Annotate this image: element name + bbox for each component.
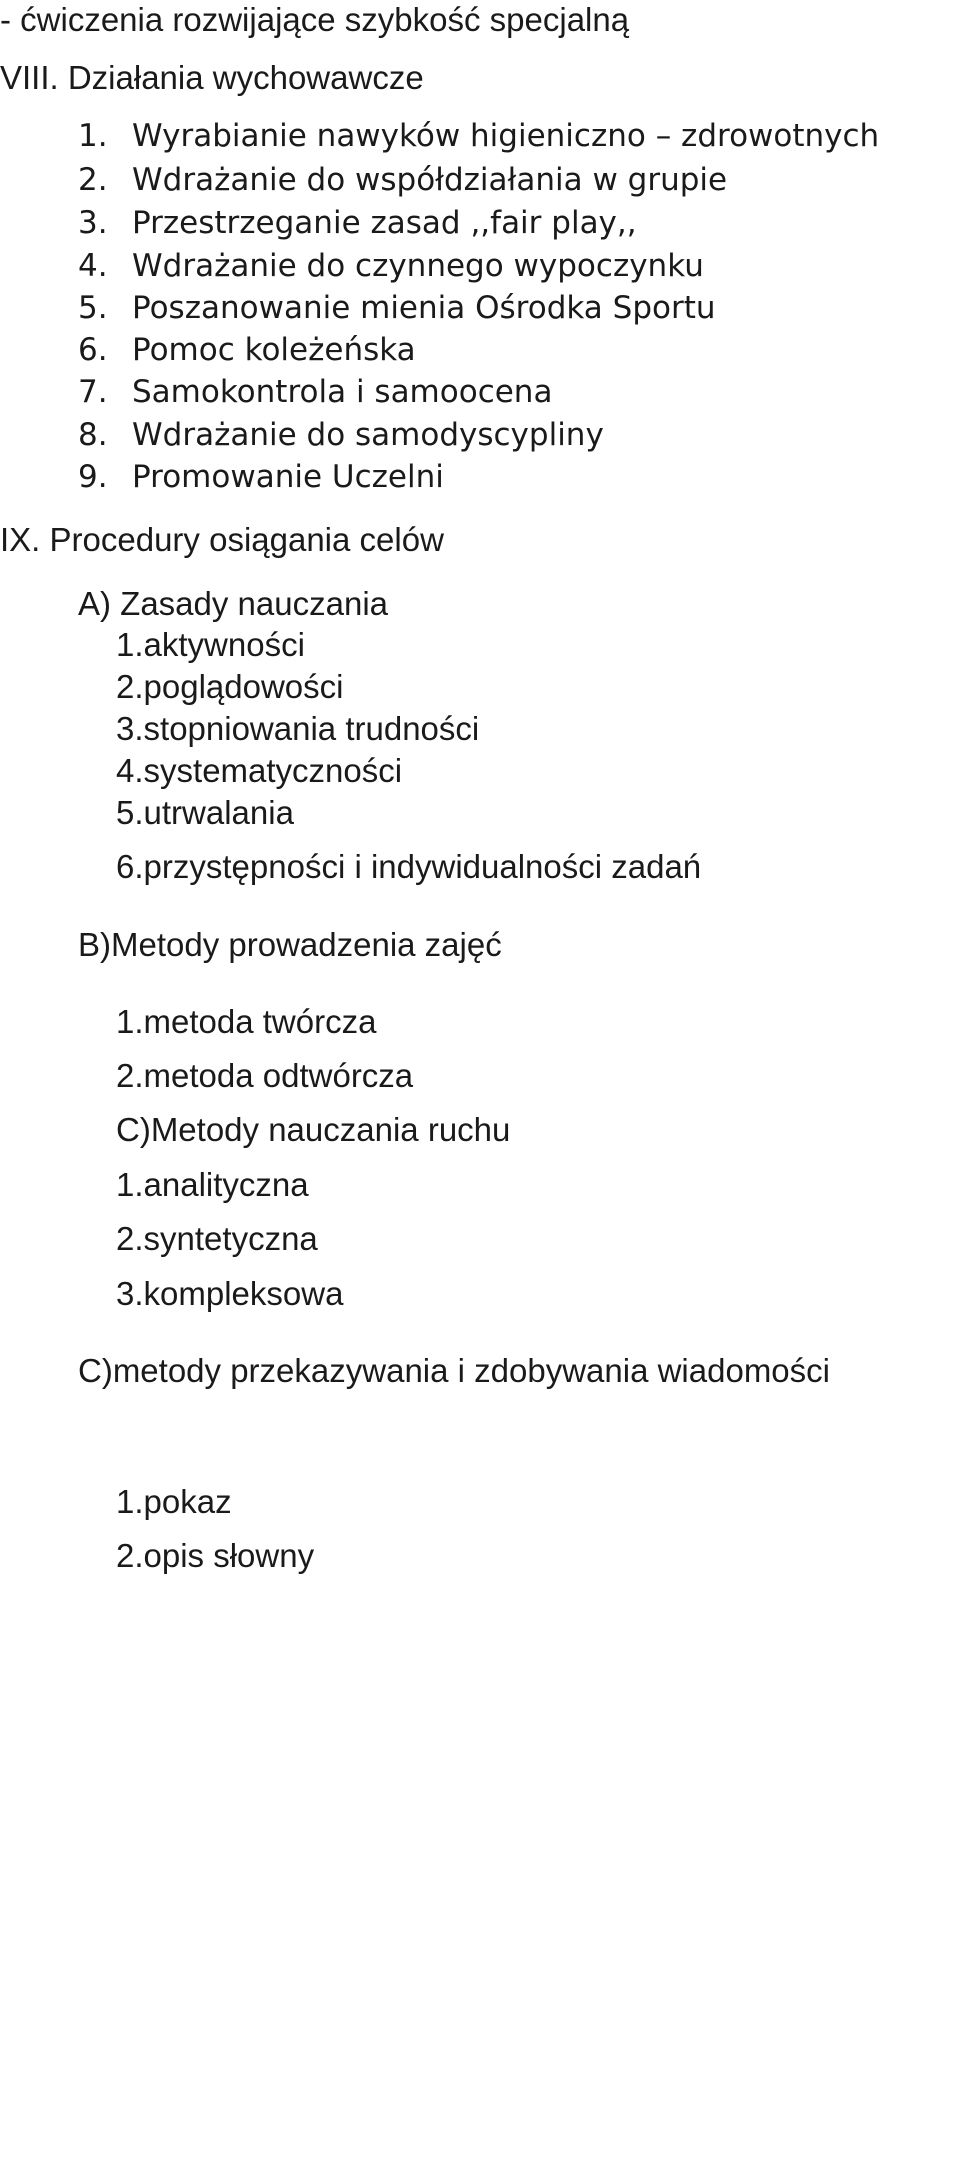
list-item	[78, 290, 716, 326]
list-item	[78, 417, 604, 453]
list-item-number: 7.	[78, 374, 108, 410]
list-item-text: Poszanowanie mienia Ośrodka Sportu	[132, 290, 716, 326]
list-item: 2.syntetyczna	[116, 1220, 318, 1257]
list-item: 5.utrwalania	[116, 794, 294, 831]
section-viii-heading: VIII. Działania wychowawcze	[0, 59, 424, 96]
list-item-number: 9.	[78, 459, 108, 495]
intro-line: - ćwiczenia rozwijające szybkość specjalną	[0, 1, 630, 38]
list-item	[78, 332, 416, 368]
subsection-a-heading: A) Zasady nauczania	[78, 585, 389, 622]
list-item: 1.aktywności	[116, 626, 305, 663]
subsection-c-heading: C)Metody nauczania ruchu	[116, 1111, 511, 1148]
list-item-text: Wdrażanie do czynnego wypoczynku	[132, 248, 704, 284]
subsection-b-heading: B)Metody prowadzenia zajęć	[78, 926, 502, 963]
list-item-number: 1.	[78, 118, 108, 154]
list-item	[78, 459, 444, 495]
list-item-text: Przestrzeganie zasad ,,fair play,,	[132, 205, 637, 241]
list-item-text: Promowanie Uczelni	[132, 459, 444, 495]
list-item-text: Pomoc koleżeńska	[132, 332, 416, 368]
list-item-number: 5.	[78, 290, 108, 326]
list-item: 2.poglądowości	[116, 668, 344, 705]
list-item-number: 2.	[78, 162, 108, 198]
list-item-number: 4.	[78, 248, 108, 284]
list-item: 4.systematyczności	[116, 752, 403, 789]
list-item-text: Wyrabianie nawyków higieniczno – zdrowotnych	[132, 118, 880, 154]
list-item: 2.metoda odtwórcza	[116, 1057, 414, 1094]
list-item: 1.pokaz	[116, 1483, 232, 1520]
list-item	[78, 205, 637, 241]
list-item: 1.analityczna	[116, 1166, 309, 1203]
list-item-text: Wdrażanie do samodyscypliny	[132, 417, 604, 453]
list-item	[78, 374, 553, 410]
list-item: 6.przystępności i indywidualności zadań	[116, 848, 702, 885]
list-item-text: Samokontrola i samoocena	[132, 374, 553, 410]
list-item	[78, 248, 704, 284]
list-item: 3.kompleksowa	[116, 1275, 344, 1312]
list-item: 2.opis słowny	[116, 1537, 315, 1574]
list-item	[78, 162, 728, 198]
list-item: 3.stopniowania trudności	[116, 710, 480, 747]
section-ix-heading: IX. Procedury osiągania celów	[0, 521, 444, 558]
list-item-number: 8.	[78, 417, 108, 453]
list-item	[78, 118, 880, 154]
subsection-c-second-heading: C)metody przekazywania i zdobywania wiadomości	[78, 1352, 830, 1389]
list-item-number: 6.	[78, 332, 108, 368]
list-item: 1.metoda twórcza	[116, 1003, 377, 1040]
list-item-number: 3.	[78, 205, 108, 241]
list-item-text: Wdrażanie do współdziałania w grupie	[132, 162, 728, 198]
